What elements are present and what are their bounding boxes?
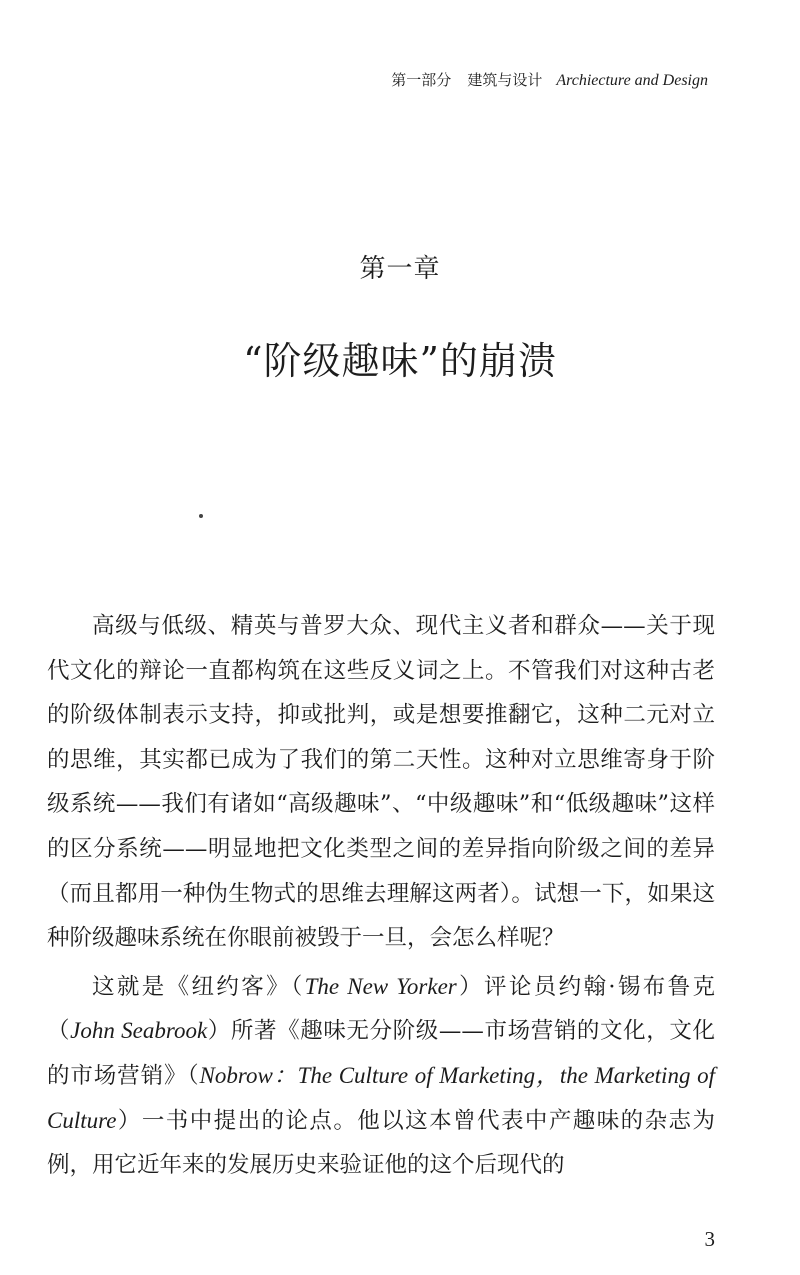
paragraph-2-seg-2: ）评论员约翰·锡布鲁克（ [47,973,715,1045]
author-john-seabrook: John Seabrook [70,1018,208,1044]
page-number: 3 [704,1227,715,1251]
chapter-label: 第一章 [359,254,441,284]
paragraph-2-seg-3: ）所著《趣味无分阶级——市场营销的文化，文化的市场营销》（ [47,1018,715,1089]
running-header [391,70,708,91]
header-section-en: Archiecture and Design [556,72,708,89]
chapter-title: “阶级趣味”的崩溃 [243,339,557,383]
body-text [47,604,715,1188]
title-nobrow: Nobrow：The Culture of Marketing，the Marketing of Culture [47,1062,715,1133]
paragraph-2-seg-1: 这就是《纽约客》（ [92,973,305,1000]
print-speck [199,514,203,518]
paragraph-1: 高级与低级、精英与普罗大众、现代主义者和群众——关于现代文化的辩论一直都构筑在这些反义词之上。不管我们对这种古老的阶级体制表示支持，抑或批判，或是想要推翻它，这种二元对立的思维，其实都已成为了我们的第二天性。这种对立思维寄身于阶级系统——我们有诸如“高级趣味”、“中级趣味”和“低级趣味”这样的区分系统——明显地把文化类型之间的差异指向阶级之间的差异（而且都用一种伪生物式的思维去理解这两者）。试想一下，如果这种阶级趣味系统在你眼前被毁于一旦，会怎么样呢？ [47,613,715,952]
paragraph-2 [47,965,715,1188]
paragraph-2-seg-4: ）一书中提出的论点。他以这本曾代表中产趣味的杂志为例，用它近年来的发展历史来验证他的这个后现代的 [47,1107,715,1179]
header-part: 第一部分 [391,71,452,89]
title-the-new-yorker: The New Yorker [304,973,457,999]
header-section-cn: 建筑与设计 [467,71,543,89]
